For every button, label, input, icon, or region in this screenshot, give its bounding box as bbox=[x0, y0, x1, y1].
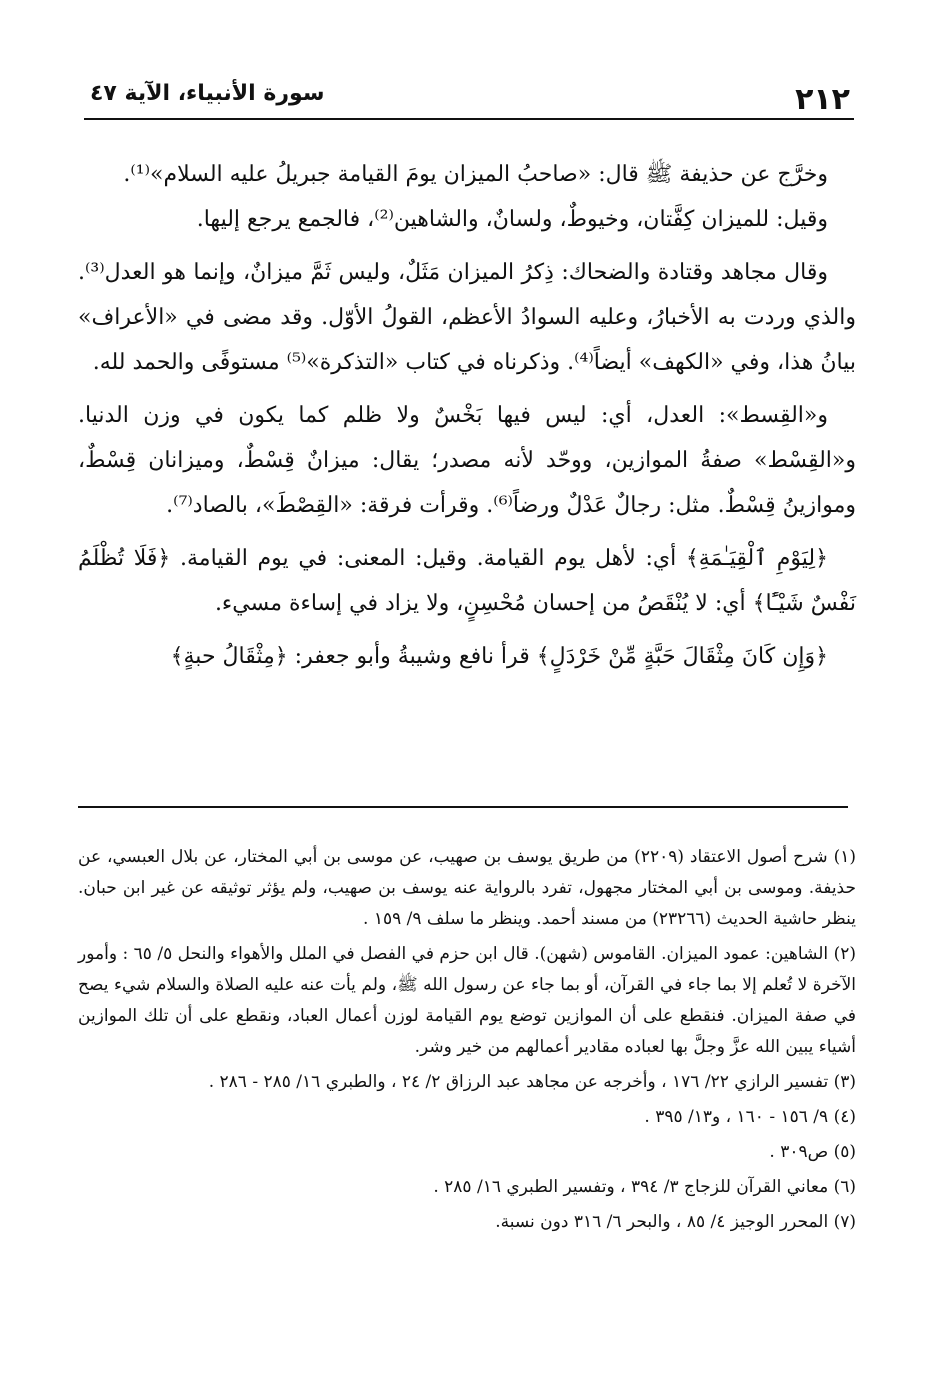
page-number: ٢١٢ bbox=[795, 82, 850, 117]
paragraph-scales-parts: وقيل: للميزان كِفَّتان، وخيوطٌ، ولسانٌ، والشاهين⁽²⁾، فالجمع يرجع إليها. bbox=[196, 207, 828, 232]
footnote-4: (٤) ٩/ ١٥٦ - ١٦٠ ، و١٣/ ٣٩٥ . bbox=[644, 1107, 856, 1127]
footnote-1: (١) شرح أصول الاعتقاد (٢٢٠٩) من طريق يوسف بن صهيب، عن موسى بن أبي المختار، عن بلال العبسي، عن حذيفة. وموسى بن أبي المختار مجهول، تفرد بالرواية عنه يوسف بن صهيب، ولم يؤثر توثيقه عن غير ابن حبان. ينظر حاشية الحديث (٢٣٢٦٦) من مسند أحمد. وينظر ما سلف ٩/ ١٥٩ . bbox=[78, 847, 856, 929]
paragraph-mustard-seed: ﴿وَإِن كَانَ مِثْقَالَ حَبَّةٍ مِّنْ خَرْدَلٍ﴾ قرأ نافع وشيبةُ وأبو جعفر: ﴿مِثْقَالُ حبةٍ﴾ bbox=[170, 644, 828, 669]
paragraph-day-of-resurrection: ﴿لِيَوْمِ ٱلْقِيَـٰمَةِ﴾ أي: لأهل يوم القيامة. وقيل: المعنى: في يوم القيامة. ﴿فَلَا تُظْلَمُ نَفْسٌ شَيْـًٔا﴾ أي: لا يُنْقَصُ من إحسان مُحْسِنٍ، ولا يزاد في إساءة مسيء. bbox=[78, 546, 856, 616]
footnotes bbox=[78, 842, 856, 1242]
page-header bbox=[84, 66, 854, 120]
footnote-2: (٢) الشاهين: عمود الميزان. القاموس (شهن). قال ابن حزم في الفصل في الملل والأهواء والنحل ٥/ ٦٥ : وأمور الآخرة لا تُعلم إلا بما جاء في القرآن، أو بما جاء عن رسول الله ﷺ، ولم يأت عنه عليه الصلاة والسلام شيء يصح في صفة الميزان. فنقطع على أن الموازين توضع يوم القيامة لوزن أعمال العباد، ونقطع على أن تلك الموازين أشياء يبين الله عزَّ وجلَّ بها لعباده مقادير أعمالهم من خير وشر. bbox=[78, 944, 856, 1057]
paragraph-mujahid: وقال مجاهد وقتادة والضحاك: ذِكرُ الميزان مَثَلٌ، وليس ثَمَّ ميزانٌ، وإنما هو العدل⁽³⁾. والذي وردت به الأخبارُ، وعليه السوادُ الأعظم، القولُ الأوّل. وقد مضى في «الأعراف» بيانُ هذا، وفي «الكهف» أيضاً⁽⁴⁾. وذكرناه في كتاب «التذكرة»⁽⁵⁾ مستوفًى والحمد لله. bbox=[78, 260, 856, 375]
footnote-6: (٦) معاني القرآن للزجاج ٣/ ٣٩٤ ، وتفسير الطبري ١٦/ ٢٨٥ . bbox=[433, 1177, 856, 1197]
footnote-divider bbox=[78, 806, 848, 808]
paragraph-qist: و«القِسط»: العدل، أي: ليس فيها بَخْسٌ ولا ظلم كما يكون في وزن الدنيا. و«القِسْط» صفةُ الموازين، ووحّد لأنه مصدر؛ يقال: ميزانٌ قِسْطٌ، وميزانان قِسْطٌ، وموازينُ قِسْطٌ. مثل: رجالٌ عَدْلٌ ورضاً⁽⁶⁾. وقرأت فرقة: «القِصْطَ»، بالصاد⁽⁷⁾. bbox=[78, 403, 856, 518]
running-title: سورة الأنبياء، الآية ٤٧ bbox=[90, 81, 325, 106]
footnote-7: (٧) المحرر الوجيز ٤/ ٨٥ ، والبحر ٦/ ٣١٦ دون نسبة. bbox=[495, 1212, 856, 1232]
footnote-5: (٥) ص٣٠٩ . bbox=[769, 1142, 856, 1162]
paragraph-hadith: وخرَّج عن حذيفة ﷺ قال: «صاحبُ الميزان يومَ القيامة جبريلُ عليه السلام»⁽¹⁾. bbox=[123, 162, 828, 187]
footnote-3: (٣) تفسير الرازي ٢٢/ ١٧٦ ، وأخرجه عن مجاهد عبد الرزاق ٢/ ٢٤ ، والطبري ١٦/ ٢٨٥ - ٢٨٦ . bbox=[208, 1072, 856, 1092]
main-text bbox=[78, 152, 856, 679]
